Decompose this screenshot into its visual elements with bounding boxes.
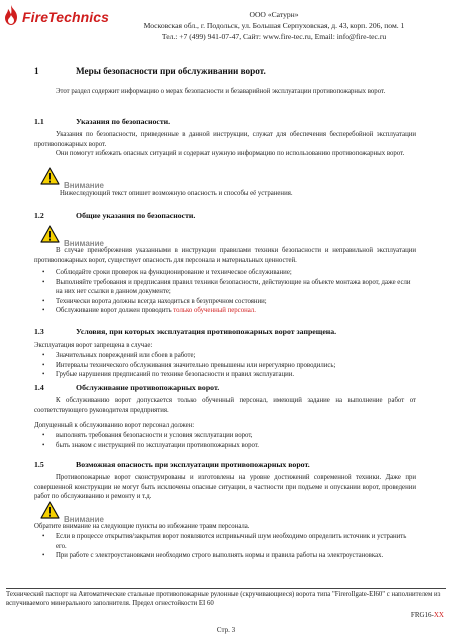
subsection-number: 1.2: [34, 211, 44, 220]
document-code-prefix: FRG16-: [410, 611, 434, 619]
paragraph: Эксплуатация ворот запрещена в случае:: [34, 342, 153, 349]
subsection-title: Общие указания по безопасности.: [76, 211, 196, 220]
document-code-suffix: XX: [433, 611, 444, 619]
company-address: Московская обл., г. Подольск, ул. Большая Серпуховская, д. 43, корп. 206, пом. 1: [143, 21, 405, 30]
list-item: • выполнять требования безопасности и условия эксплуатации ворот,: [34, 431, 416, 441]
footer-divider: [6, 588, 446, 589]
list-item: • Технически ворота должны всегда находиться в безупречном состоянии;: [34, 297, 416, 307]
list-item: [34, 306, 416, 316]
list-item: • Грубые нарушения предписаний по технике безопасности и правил эксплуатации.: [34, 370, 416, 380]
flame-logo-icon: [3, 5, 19, 30]
subsection-number: 1.5: [34, 460, 44, 469]
section-number: 1: [34, 66, 39, 76]
bullet-list: [34, 532, 416, 561]
list-item: • При работе с электроустановками необходимо строго выполнять нормы и правила работы на электроустановках.: [34, 551, 416, 561]
company-name: ООО «Сатурн»: [249, 10, 299, 19]
list-item: • Значительных повреждений или сбоев в работе;: [34, 351, 416, 361]
logo-text: FireTechnics: [22, 9, 110, 25]
paragraph: Указания по безопасности, приведенные в данной инструкции, служат для обеспечения бесперебойной эксплуатации противопожарных ворот.: [34, 131, 416, 148]
list-item: • Интервалы технического обслуживания значительно превышены или нерегулярно проводились;: [34, 361, 416, 371]
list-item: • быть знаком с инструкцией по эксплуатации противопожарных ворот.: [34, 441, 416, 451]
subsection-title: Обслуживание противопожарных ворот.: [76, 383, 220, 392]
subsection-title: Возможная опасность при эксплуатации противопожарных ворот.: [76, 460, 310, 469]
subsection-number: 1.4: [34, 383, 44, 392]
warning-label: Внимание: [64, 239, 104, 248]
list-item-text: Обслуживание ворот должен проводить: [56, 307, 174, 315]
paragraph: Они помогут избежать опасных ситуаций и содержат нужную информацию по использованию противопожарных ворот.: [56, 150, 405, 157]
list-item: • Выполняйте требования и предписания правил техники безопасности, действующие на объекте монтажа ворот, даже если на них нет ссылки в данном документе;: [34, 278, 416, 297]
list-item: • Если в процессе открытия/закрытия ворот появляются испривычный шум необходимо определить источник и устранить его.: [34, 532, 416, 551]
company-info: [100, 9, 448, 42]
page-number: Стр. 3: [216, 626, 236, 634]
warning-triangle-icon: [40, 167, 60, 190]
warning-text: Нижеследующий текст опишет возможную опасность и способы её устранения.: [60, 190, 293, 197]
paragraph: Противопожарные ворот сконструированы и изготовлены на уровне достижений современной техники. Даже при совершенной конструкции не могут быть исключены опасные ситуации, в частности при подъеме и опускании ворот, проведении работ по обслуживанию и ремонту и т.д.: [34, 474, 416, 501]
bullet-list: [34, 268, 416, 316]
company-logo: [3, 6, 109, 28]
paragraph: Допущенный к обслуживанию ворот персонал должен:: [34, 422, 195, 429]
section-intro: Этот раздел содержит информацию о мерах безопасности и безаварийной эксплуатации противопожарных ворот.: [56, 88, 386, 95]
bullet-list: [34, 431, 416, 450]
list-item: • Соблюдайте сроки проверок на функционирование и техническое обслуживание;: [34, 268, 416, 278]
subsection-title: Условия, при которых эксплуатация противопожарных ворот запрещена.: [76, 327, 337, 336]
warning-block: [40, 167, 104, 190]
footer-text: Технический паспорт на Автоматические стальные противопожарные рулонные (скручивающиеся) ворота типа "FireroIlgate-EI60" с наполнителем из вспучиваемого минерального заполнителя. Предел огнестойкости EI 60: [6, 591, 441, 607]
warning-block: [40, 225, 104, 248]
warning-triangle-icon: [40, 501, 60, 524]
bullet-list: [34, 351, 416, 380]
document-code: [411, 611, 444, 619]
warning-text: В случае пренебрежения указанными в инструкции правилами техники безопасности и неправильной эксплуатации противопожарных ворот, существует опасность для персонала и материальных ценностей.: [34, 247, 416, 264]
paragraph: Обратите внимание на следующие пункты во избежание травм персонала.: [34, 523, 250, 530]
paragraph: К обслуживанию ворот допускается только обученный персонал, имеющий задание на выполнение работ от соответствующего руководителя предприятия.: [34, 397, 416, 414]
subsection-number: 1.1: [34, 117, 44, 126]
subsection-number: 1.3: [34, 327, 44, 336]
company-contacts: Тел.: +7 (499) 941-07-47, Сайт: www.fire-tec.ru, Email: info@fire-tec.ru: [161, 32, 387, 41]
subsection-title: Указания по безопасности.: [76, 117, 171, 126]
warning-block: [40, 501, 104, 524]
warning-triangle-icon: [40, 225, 60, 248]
warning-label: Внимание: [64, 515, 104, 524]
warning-label: Внимание: [64, 181, 104, 190]
highlighted-text: только обученный персонал.: [173, 307, 256, 315]
section-title: Меры безопасности при обслуживании ворот.: [76, 66, 266, 76]
